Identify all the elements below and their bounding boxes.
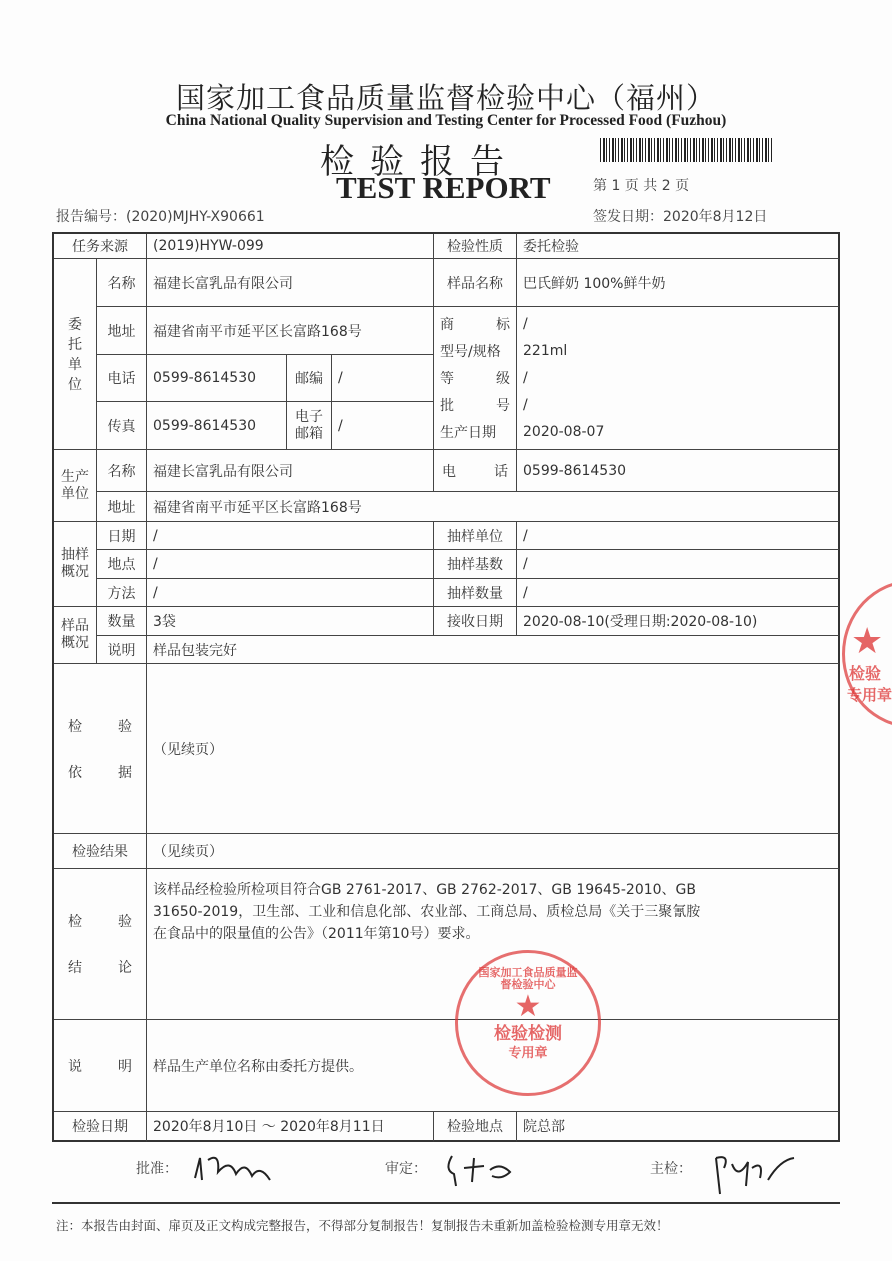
- producer-name-value: 福建长富乳品有限公司: [147, 450, 434, 492]
- label-char: 论: [118, 960, 132, 976]
- barcode: [600, 138, 772, 162]
- fax-label: 传真: [97, 402, 147, 450]
- label-char: 验: [118, 914, 132, 930]
- test-date-value: 2020年8月10日 ～ 2020年8月11日: [147, 1112, 434, 1142]
- page-info: 第 1 页 共 2 页: [593, 178, 690, 194]
- producer-phone-value: 0599-8614530: [517, 450, 840, 492]
- producer-phone-label: [434, 450, 517, 492]
- label-char: 电: [442, 463, 456, 480]
- label-char: 委: [68, 317, 82, 333]
- label-char: 明: [118, 1058, 132, 1075]
- sampling-date-value: /: [147, 522, 434, 550]
- label-char: 单: [68, 357, 82, 373]
- seal-text: 专用章: [847, 686, 892, 704]
- sampling-place-value: /: [147, 550, 434, 579]
- desc-value: 样品包装完好: [147, 636, 840, 664]
- report-title-cn: 检验报告: [320, 142, 520, 182]
- label-char: 批: [440, 397, 454, 414]
- side-seal: [842, 580, 892, 728]
- producer-address-label: 地址: [97, 492, 147, 522]
- sampling-group-label: 抽样概况: [54, 522, 97, 607]
- producer-group-label: 生产单位: [54, 450, 97, 522]
- footer-note: 注：本报告由封面、扉页及正文构成完整报告，不得部分复制报告！复制报告未重新加盖检验检测专用章无效！: [56, 1218, 669, 1233]
- report-number: 报告编号：(2020)MJHY-X90661: [56, 209, 265, 225]
- result-label: 检验结果: [54, 834, 147, 869]
- desc-label: 说明: [97, 636, 147, 664]
- spec-label: 型号/规格: [440, 344, 501, 361]
- client-address-value: 福建省南平市延平区长富路168号: [147, 307, 434, 355]
- label-char: 据: [118, 764, 132, 781]
- client-address-label: 地址: [97, 307, 147, 355]
- test-place-value: 院总部: [517, 1112, 840, 1142]
- sampling-base-label: 抽样基数: [434, 550, 517, 579]
- inspector-label: 主检：: [650, 1161, 692, 1177]
- result-value: （见续页）: [147, 834, 840, 869]
- sampling-date-label: 日期: [97, 522, 147, 550]
- seal-text: 检验: [849, 664, 882, 683]
- remark-label: [54, 1020, 147, 1112]
- producer-address-value: 福建省南平市延平区长富路168号: [147, 492, 840, 522]
- email-label: 电子邮箱: [287, 402, 332, 450]
- footer-divider: [52, 1202, 840, 1204]
- issue-date: 签发日期：2020年8月12日: [593, 209, 768, 225]
- client-name-value: 福建长富乳品有限公司: [147, 259, 434, 307]
- label-char: 说: [68, 1058, 82, 1075]
- seal-sub-text: 专用章: [508, 1046, 548, 1061]
- zip-value: /: [332, 355, 434, 402]
- receive-date-value: 2020-08-10(受理日期:2020-08-10): [517, 607, 840, 636]
- basis-value: （见续页）: [147, 664, 840, 834]
- conclusion-label: [54, 869, 147, 1020]
- phone-label: 电话: [97, 355, 147, 402]
- approve-label: 批准：: [136, 1161, 178, 1177]
- sample-name-label: 样品名称: [434, 259, 517, 307]
- task-source-label: 任务来源: [54, 234, 147, 259]
- receive-date-label: 接收日期: [434, 607, 517, 636]
- label-char: 检: [68, 914, 82, 930]
- sampling-place-label: 地点: [97, 550, 147, 579]
- test-date-label: 检验日期: [54, 1112, 147, 1142]
- email-value: /: [332, 402, 434, 450]
- review-label: 审定：: [385, 1161, 427, 1177]
- qty-value: 3袋: [147, 607, 434, 636]
- zip-label: 邮编: [287, 355, 332, 402]
- label-char: 号: [496, 397, 510, 414]
- label-char: 结: [68, 960, 82, 976]
- inspection-seal: [455, 950, 601, 1096]
- label-char: 商: [440, 317, 454, 334]
- seal-star-icon: ★: [514, 989, 542, 1024]
- label-char: 检: [68, 718, 82, 735]
- sampling-base-value: /: [517, 550, 840, 579]
- batch-value: /: [523, 396, 528, 413]
- label-char: 依: [68, 764, 82, 781]
- sample-name-value: 巴氏鲜奶 100%鲜牛奶: [517, 259, 840, 307]
- nature-label: 检验性质: [434, 234, 517, 259]
- nature-value: 委托检验: [517, 234, 840, 259]
- label-char: 等: [440, 370, 454, 387]
- label-char: 验: [118, 718, 132, 735]
- report-table: [52, 232, 840, 1142]
- sampling-qty-label: 抽样数量: [434, 579, 517, 607]
- remark-value: 样品生产单位名称由委托方提供。: [147, 1020, 840, 1112]
- label-char: 托: [68, 337, 82, 353]
- sampling-method-label: 方法: [97, 579, 147, 607]
- test-place-label: 检验地点: [434, 1112, 517, 1142]
- phone-value: 0599-8614530: [147, 355, 287, 402]
- label-char: 标: [496, 317, 510, 334]
- seal-star-icon: ★: [851, 621, 884, 662]
- spec-values: [517, 307, 840, 450]
- qty-label: 数量: [97, 607, 147, 636]
- basis-label: [54, 664, 147, 834]
- production-date-label: 生产日期: [440, 424, 496, 441]
- model-spec-value: 221ml: [523, 343, 568, 360]
- grade-value: /: [523, 369, 528, 386]
- sampling-method-value: /: [147, 579, 434, 607]
- center-title-cn: 国家加工食品质量监督检验中心（福州）: [175, 81, 716, 115]
- center-title-en: China National Quality Supervision and Testing Center for Processed Food (Fuzhou): [165, 112, 727, 129]
- sampling-unit-value: /: [517, 522, 840, 550]
- inspector-signature: [708, 1150, 798, 1195]
- review-signature: [440, 1150, 520, 1190]
- producer-name-label: 名称: [97, 450, 147, 492]
- approve-signature: [190, 1150, 280, 1190]
- trademark-value: /: [523, 316, 528, 333]
- seal-bottom-text: 检验检测: [494, 1024, 562, 1044]
- seal-top-text: 国家加工食品质量监督检验中心: [478, 966, 578, 991]
- task-source-value: (2019)HYW-099: [147, 234, 434, 259]
- sampling-qty-value: /: [517, 579, 840, 607]
- report-title-en: TEST REPORT: [336, 170, 551, 205]
- client-name-label: 名称: [97, 259, 147, 307]
- client-group-label: [54, 259, 97, 450]
- spec-labels: [434, 307, 517, 450]
- conclusion-value: 该样品经检验所检项目符合GB 2761-2017、GB 2762-2017、GB 19645-2010、GB 31650-2019，卫生部、工业和信息化部、农业部、工商总局、质检总局《关于三聚氰胺在食品中的限量值的公告》（2011年第10号）要求。: [153, 882, 701, 942]
- label-char: 位: [68, 377, 82, 393]
- label-char: 话: [494, 463, 508, 480]
- production-date-value: 2020-08-07: [523, 423, 605, 440]
- sample-group-label: 样品概况: [54, 607, 97, 664]
- fax-value: 0599-8614530: [147, 402, 287, 450]
- label-char: 级: [496, 370, 510, 387]
- sampling-unit-label: 抽样单位: [434, 522, 517, 550]
